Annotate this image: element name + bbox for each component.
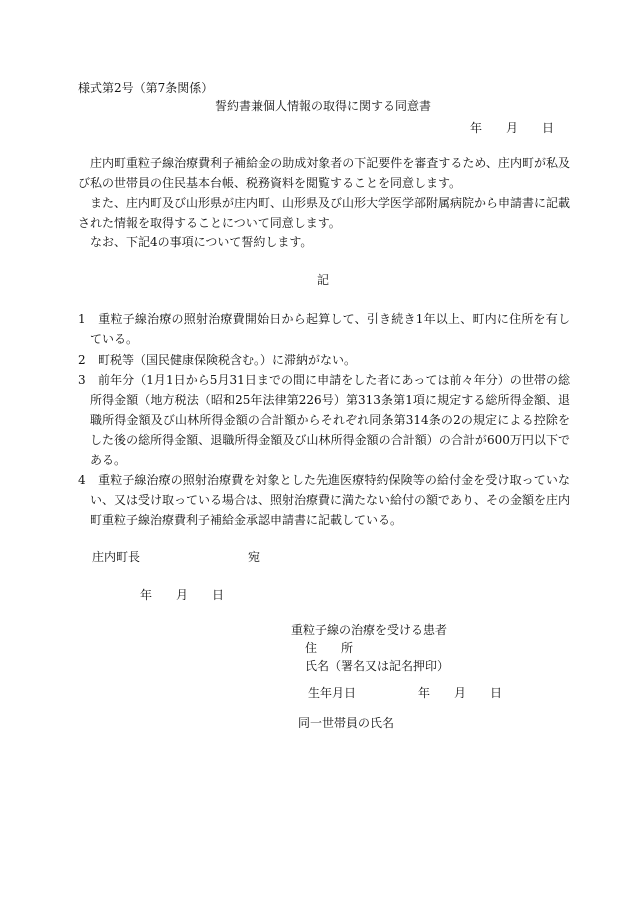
condition-number: 3	[78, 373, 86, 387]
address-label: 住 所	[305, 641, 354, 655]
household-member-label: 同一世帯員の氏名	[298, 716, 395, 730]
condition-text: 前年分（1月1日から5月31日までの間に申請をした者にあっては前々年分）の世帯の総所得金額（地方税法（昭和25年法律第226号）第313条第1項に規定する総所得金額、退職所得金額及び山林所得金額の合計額からそれぞれ同条第314条の2の規定による控除をした後の総所得金額、退職所得金額及び山林所得金額の合計額）の合計が600万円以下である。	[90, 373, 570, 467]
condition-item-3	[78, 370, 570, 470]
consent-paragraph-2: また、庄内町及び山形県が庄内町、山形県及び山形大学医学部附属病院から申請書に記載された情報を取得することについて同意します。	[78, 196, 571, 230]
condition-text: 町税等（国民健康保険税含む。）に滞納がない。	[98, 353, 357, 367]
ki-heading: 記	[317, 273, 330, 287]
consent-paragraph-1: 庄内町重粒子線治療費利子補給金の助成対象者の下記要件を審査するため、庄内町が私及び私の世帯員の住民基本台帳、税務資料を閲覧することを同意します。	[78, 156, 570, 190]
condition-number: 2	[78, 353, 86, 367]
addressee-suffix: 宛	[248, 550, 261, 564]
patient-heading: 重粒子線の治療を受ける患者	[291, 623, 448, 637]
condition-number: 1	[78, 312, 86, 326]
condition-text: 重粒子線治療の照射治療費開始日から起算して、引き続き1年以上、町内に住所を有している。	[90, 312, 570, 346]
condition-text: 重粒子線治療の照射治療費を対象とした先進医療特約保険等の給付金を受け取っていない、又は受け取っている場合は、照射治療費に満たない給付の額であり、その金額を庄内町重粒子線治療費利子補給金承認申請書に記載している。	[90, 473, 571, 527]
birth-date-label: 生年月日	[308, 686, 357, 700]
condition-item-2	[78, 350, 570, 370]
document-title: 誓約書兼個人情報の取得に関する同意書	[215, 99, 432, 113]
addressee-name: 庄内町長	[92, 550, 141, 564]
signing-date-line: 年 月 日	[140, 588, 225, 602]
pledge-paragraph: なお、下記4の事項について誓約します。	[90, 235, 313, 249]
header-date-line: 年 月 日	[470, 121, 555, 135]
form-number: 様式第2号（第7条関係）	[78, 81, 214, 95]
name-label: 氏名（署名又は記名押印）	[305, 659, 450, 673]
condition-number: 4	[78, 473, 86, 487]
condition-item-1	[78, 309, 570, 349]
condition-item-4	[78, 470, 570, 530]
birth-date-line: 年 月 日	[418, 686, 503, 700]
